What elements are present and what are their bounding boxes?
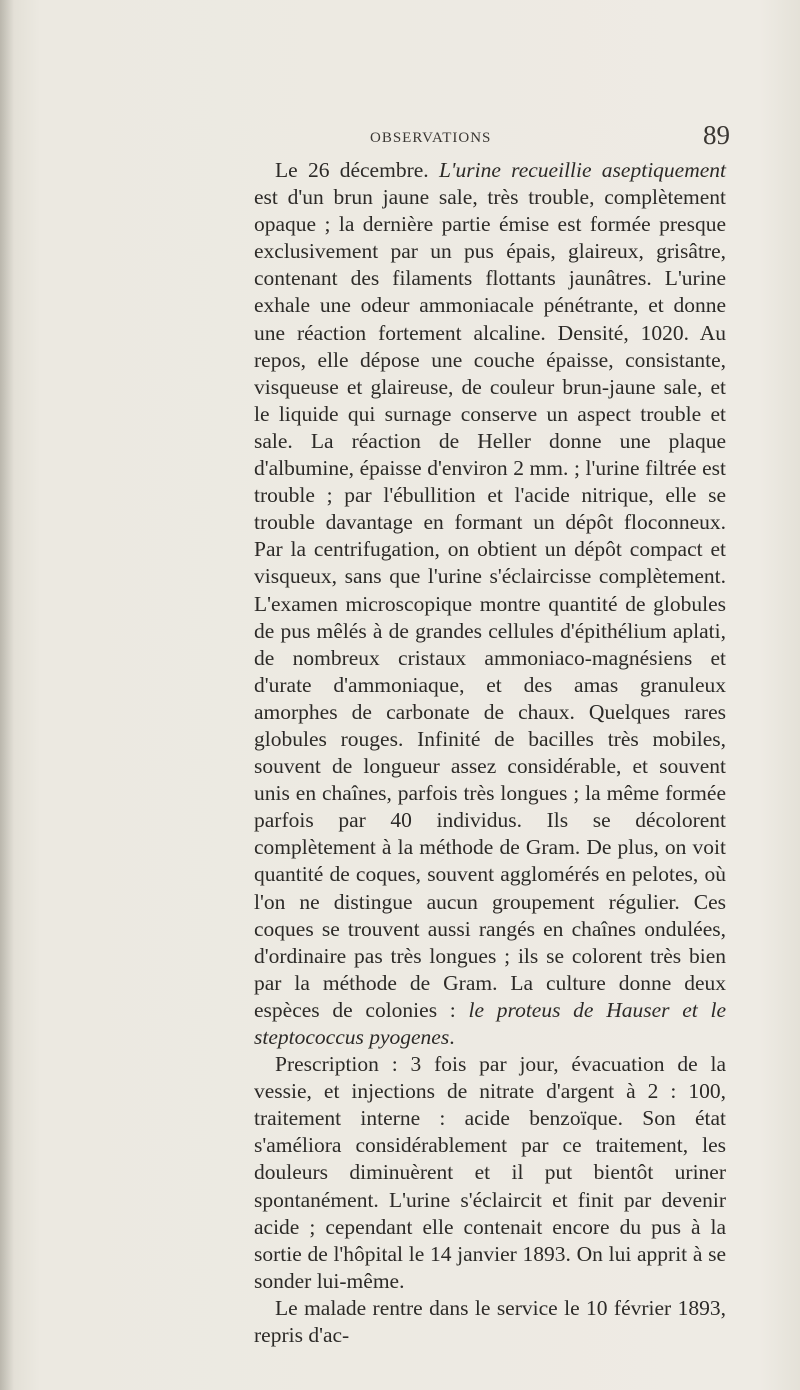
paragraph-observation (254, 157, 726, 1051)
text-span: est d'un brun jaune sale, très trouble, complètement opaque ; la dernière partie émise est formée presque exclusivement par un pus épais, glaireux, grisâtre, contenant des filaments flottants jaunâtres. L'urine exhale une odeur ammoniacale pénétrante, et donne une réaction fortement alcaline. Densité, 1020. Au repos, elle dépose une couche épaisse, consistante, visqueuse et glaireuse, de couleur brun-jaune sale, et le liquide qui surnage conserve un aspect trouble et sale. La réaction de Heller donne une plaque d'albumine, épaisse d'environ 2 mm. ; l'urine filtrée est trouble ; par l'ébullition et l'acide nitrique, elle se trouble davantage en formant un dépôt floconneux. Par la centrifugation, on obtient un dépôt compact et visqueux, sans que l'urine s'éclaircisse complètement. L'examen microscopique montre quantité de globules de pus mêlés à de grandes cellules d'épithélium aplati, de nombreux cristaux ammoniaco-magnésiens et d'urate d'ammoniaque, et des amas granuleux amorphes de carbonate de chaux. Quelques rares globules rouges. Infinité de bacilles très mobiles, souvent de longueur assez considérable, et souvent unis en chaînes, parfois très longues ; la même formée parfois par 40 individus. Ils se décolorent complètement à la méthode de Gram. De plus, on voit quantité de coques, souvent agglomérés en pelotes, où l'on ne distingue aucun groupement régulier. Ces coques se trouvent aussi rangés en chaînes ondulées, d'ordinaire pas très longues ; ils se colorent très bien par la méthode de Gram. La culture donne deux espèces de colonies : (254, 185, 726, 1022)
paragraph-readmission: Le malade rentre dans le service le 10 février 1893, repris d'ac- (254, 1295, 726, 1348)
page-edge-shadow (0, 0, 14, 1390)
paragraph-prescription: Prescription : 3 fois par jour, évacuation de la vessie, et injections de nitrate d'argent à 2 : 100, traitement interne : acide benzoïque. Son état s'améliora considérablement par ce traitement, les douleurs diminuèrent et il put bientôt uriner spontanément. L'urine s'éclaircit et finit par devenir acide ; cependant elle contenait encore du pus à la sortie de l'hôpital le 14 janvier 1893. On lui apprit à se sonder lui-même. (254, 1052, 726, 1293)
italic-species: le proteus de Hauser et le steptococcus pyogenes (254, 997, 726, 1049)
running-title: OBSERVATIONS (370, 130, 492, 146)
italic-phrase: L'urine recueillie aseptiquement (438, 158, 727, 182)
page-number: 89 (703, 120, 730, 150)
page-header (0, 118, 800, 158)
body-text (254, 157, 726, 1349)
text-span: . (449, 1025, 455, 1049)
text-span: Le 26 décembre. (275, 158, 439, 182)
